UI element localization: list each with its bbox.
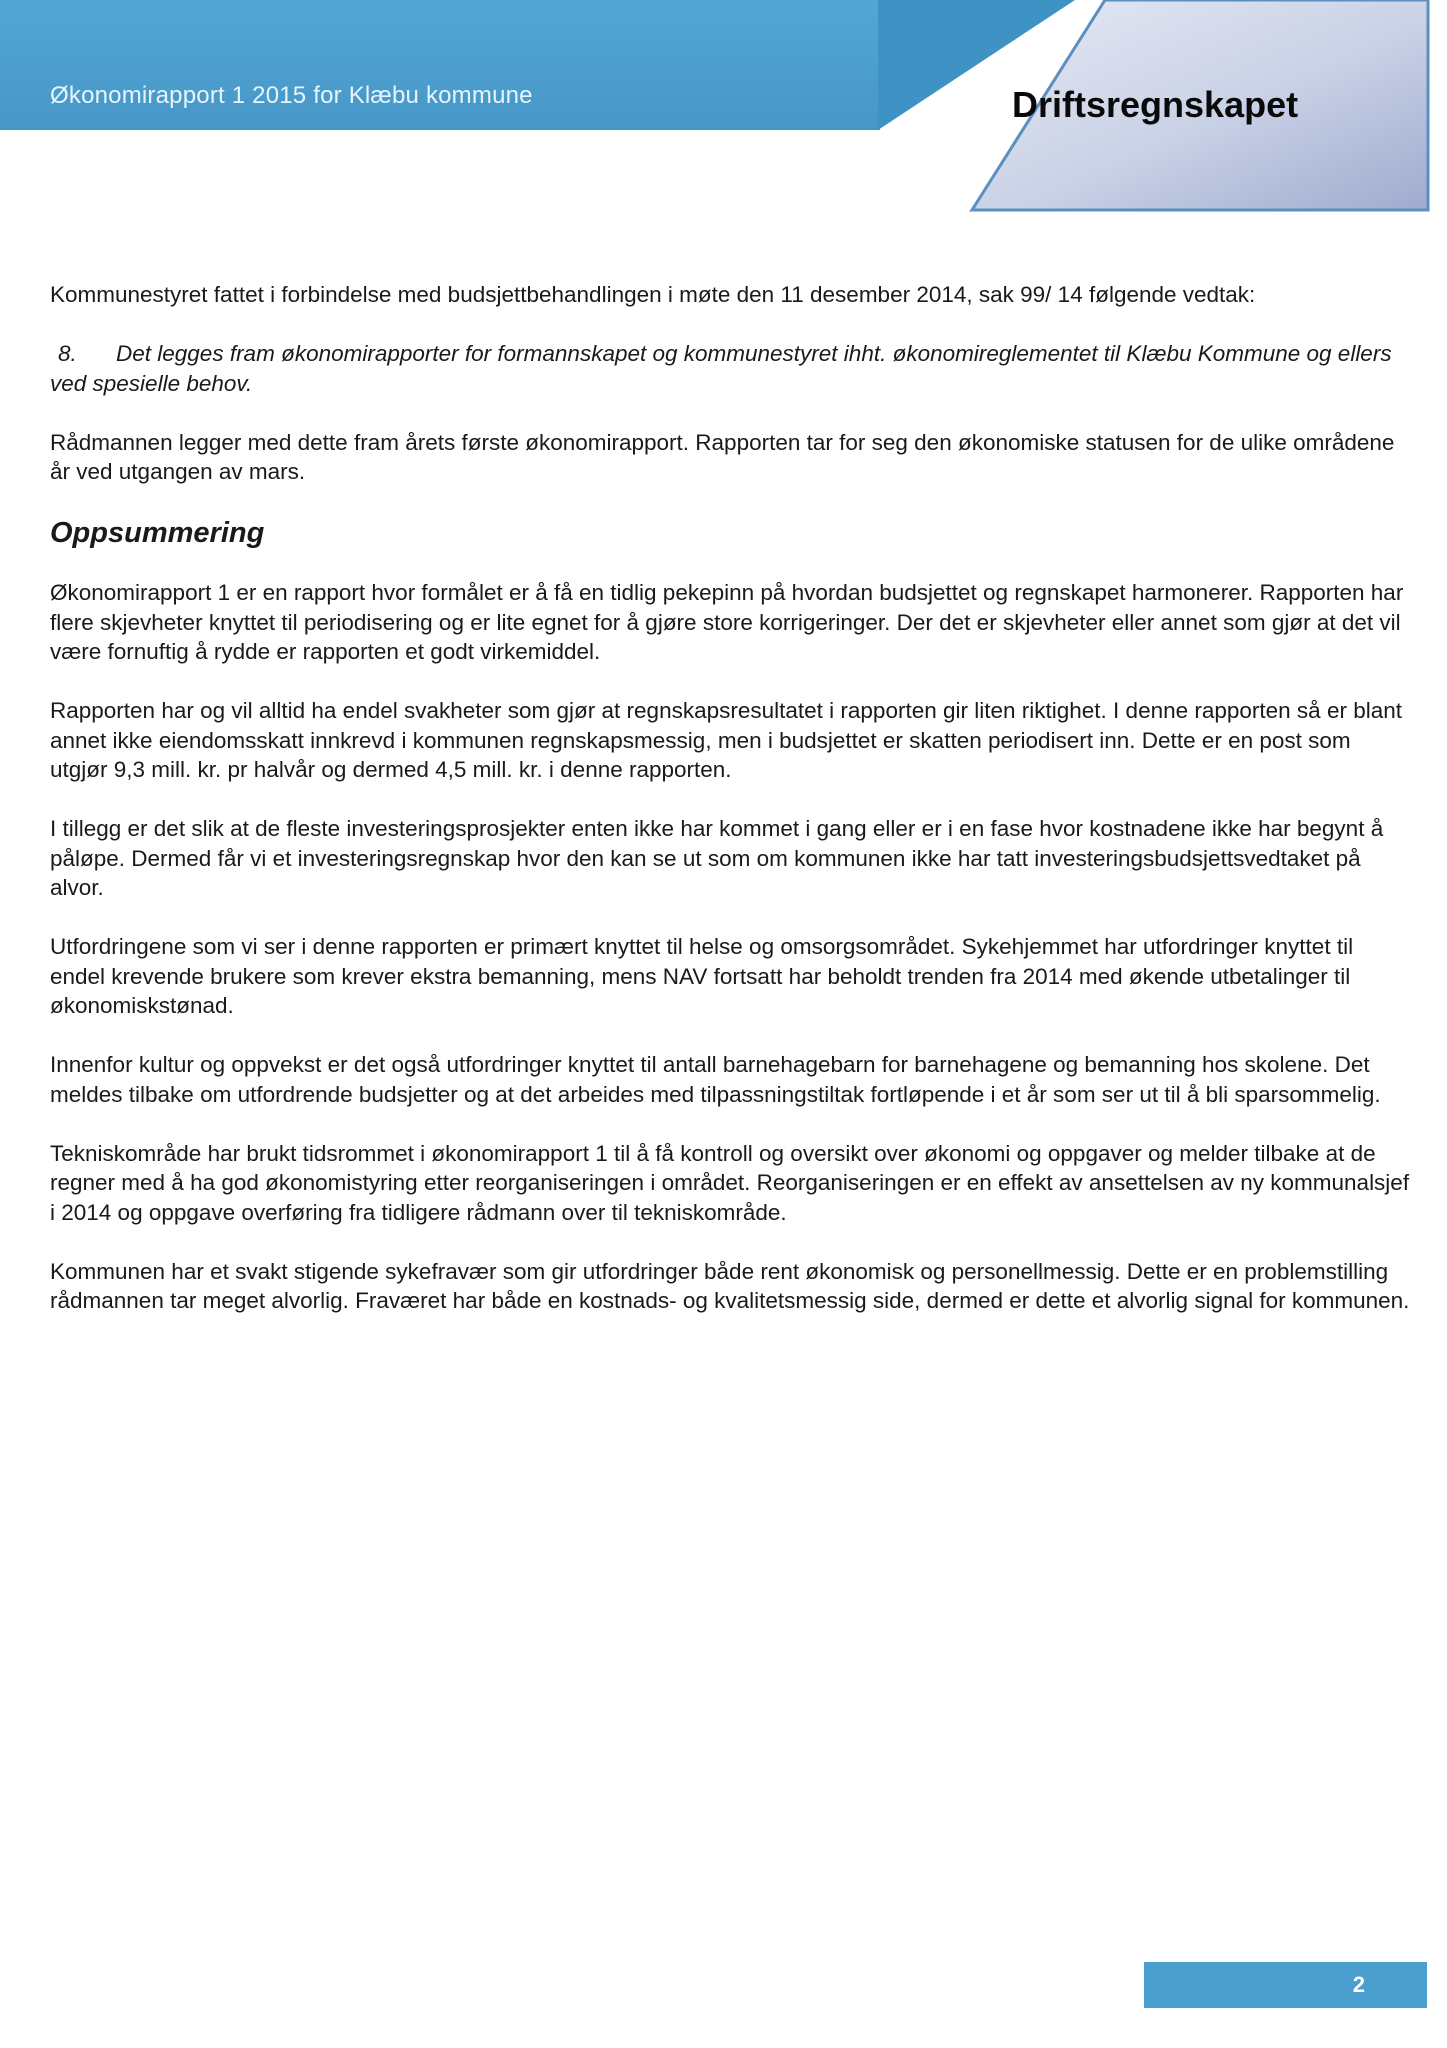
document-body bbox=[50, 280, 1412, 1345]
page-number: 2 bbox=[1352, 1972, 1365, 1997]
header-band bbox=[0, 0, 880, 130]
decision-item bbox=[50, 339, 1412, 398]
summary-paragraph: Økonomirapport 1 er en rapport hvor formålet er å få en tidlig pekepinn på hvordan budsjettet og regnskapet harmonerer. Rapporten har flere skjevheter knyttet til periodisering og er lite egnet for å gjøre store korrigeringer. Der det er skjevheter eller annet som gjør at det vil være fornuftig å rydde er rapporten et godt virkemiddel. bbox=[50, 580, 1404, 664]
report-title: Økonomirapport 1 2015 for Klæbu kommune bbox=[50, 82, 533, 109]
summary-paragraph: Tekniskområde har brukt tidsrommet i økonomirapport 1 til å få kontroll og oversikt over økonomi og oppgaver og melder tilbake at de regner med å ha god økonomistyring etter reorganiseringen i området. Reorganiseringen er en effekt av ansettelsen av ny kommunalsjef i 2014 og oppgave overføring fra tidligere rådmann over til tekniskområde. bbox=[50, 1140, 1410, 1225]
summary-heading: Oppsummering bbox=[50, 517, 265, 549]
page-footer bbox=[1144, 1962, 1427, 2008]
decision-text: Det legges fram økonomirapporter for formannskapet og kommunestyret ihht. økonomireglementet til Klæbu Kommune og ellers ved spesielle behov. bbox=[50, 341, 1392, 396]
summary-paragraph: Rapporten har og vil alltid ha endel svakheter som gjør at regnskapsresultatet i rapporten gir liten riktighet. I denne rapporten så er blant annet ikke eiendomsskatt innkrevd i kommunen regnskapsmessig, men i budsjettet er skatten periodisert inn. Dette er en post som utgjør 9,3 mill. kr. pr halvår og dermed 4,5 mill. kr. i denne rapporten. bbox=[50, 698, 1402, 782]
summary-paragraph: Innenfor kultur og oppvekst er det også utfordringer knyttet til antall barnehagebarn for barnehagene og bemanning hos skolene. Det meldes tilbake om utfordrende budsjetter og at det arbeides med tilpassningstiltak fortløpende i et år som ser ut til å bli sparsommelig. bbox=[50, 1052, 1381, 1107]
intro-paragraph: Kommunestyret fattet i forbindelse med budsjettbehandlingen i møte den 11 desember 2014, sak 99/ 14 følgende vedtak: bbox=[50, 282, 1256, 307]
lead-paragraph: Rådmannen legger med dette fram årets første økonomirapport. Rapporten tar for seg den økonomiske statusen for de ulike områdene år ved utgangen av mars. bbox=[50, 429, 1395, 484]
decision-number: 8. bbox=[58, 341, 77, 366]
summary-paragraph: Kommunen har et svakt stigende sykefravær som gir utfordringer både rent økonomisk og personellmessig. Dette er en problemstilling rådmannen tar meget alvorlig. Fraværet har både en kostnads- og kvalitetsmessig side, dermed er dette et alvorlig signal for kommunen. bbox=[50, 1258, 1410, 1313]
summary-paragraph: I tillegg er det slik at de fleste investeringsprosjekter enten ikke har kommet i gang eller er i en fase hvor kostnadene ikke har begynt å påløpe. Dermed får vi et investeringsregnskap hvor den kan se ut som om kommunen ikke har tatt investeringsbudsjettsvedtaket på alvor. bbox=[50, 816, 1384, 900]
summary-paragraph: Utfordringene som vi ser i denne rapporten er primært knyttet til helse og omsorgsområdet. Sykehjemmet har utfordringer knyttet til endel krevende brukere som krever ekstra bemanning, mens NAV fortsatt har beholdt trenden fra 2014 med økende utbetalinger til økonomiskstønad. bbox=[50, 934, 1354, 1018]
section-title: Driftsregnskapet bbox=[1012, 84, 1299, 125]
